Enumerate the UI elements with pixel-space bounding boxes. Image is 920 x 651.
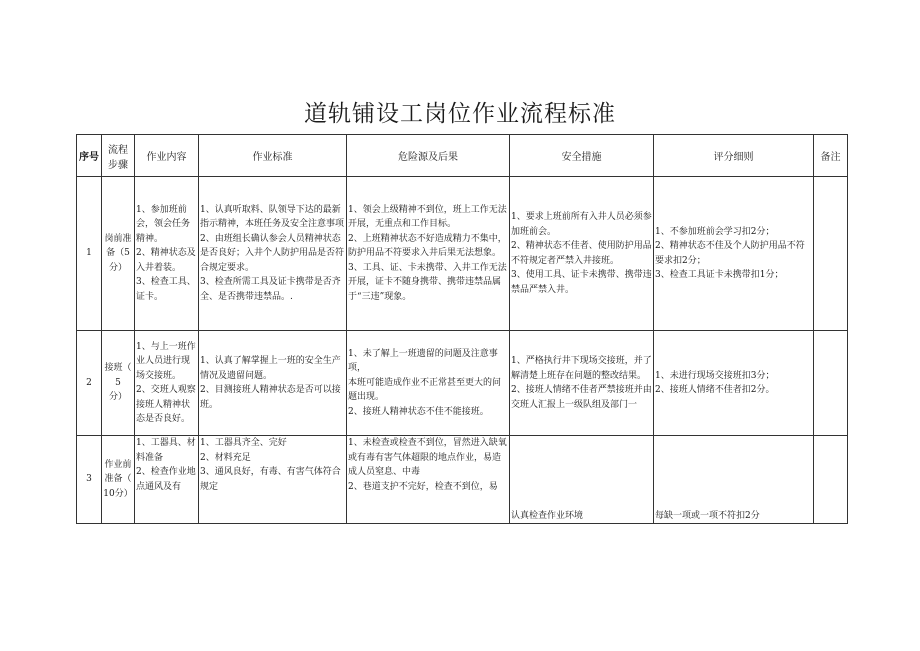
row1-standard: 1、认真听取料、队领导下达的最新 指示精神，本班任务及安全注意事项 2、由班组长确认参会人员精神状态 是否良好；入井个人防护用品是否符 合规定要求。 3、检查所需工具及证卡携带是否齐 全、是否携带违禁品。. [199, 177, 347, 331]
header-row [77, 135, 848, 177]
row3-content: 1、工器具、材 料准备 2、检查作业地 点通风及有 [135, 436, 199, 524]
process-standard-table [76, 134, 848, 524]
row1-remark [814, 177, 848, 331]
row3-safety: 认真检查作业环境 [510, 436, 654, 524]
table-row [77, 436, 848, 524]
row2-remark [814, 331, 848, 436]
row1-content: 1、参加班前 会，领会任务 精神。 2、精神状态及 入井着装。 3、检查工具、 证卡。 [135, 177, 199, 331]
header-remark: 备注 [814, 135, 848, 177]
row3-seq: 3 [77, 436, 102, 524]
row1-seq: 1 [77, 177, 102, 331]
header-seq: 序号 [77, 135, 102, 177]
row2-content: 1、与上一班作 业人员进行现 场交接班。 2、交班人观察 接班人精神状 态是否良好。 [135, 331, 199, 436]
row3-scoring: 每缺一项或一项不符扣2分 [654, 436, 814, 524]
row3-remark [814, 436, 848, 524]
row1-safety: 1、要求上班前所有入井人员必须参 加班前会。 2、精神状态不佳者、使用防护用品 不符规定者严禁入井接班。 3、使用工具、证卡未携带、携带违 禁品严禁入井。 [510, 177, 654, 331]
row3-step: 作业前 准备（ 10分） [102, 436, 135, 524]
row2-step: 接班（ 5 分） [102, 331, 135, 436]
row1-step: 岗前准 备（5 分） [102, 177, 135, 331]
row2-hazard: 1、未了解上一班遗留的问题及注意事项， 本班可能造成作业不正常甚至更大的问 题出现。 2、接班人精神状态不佳不能接班。 [347, 331, 510, 436]
document-title: 道轨铺设工岗位作业流程标准 [304, 101, 616, 127]
table-row [77, 331, 848, 436]
table-row [77, 177, 848, 331]
header-step: 流程 步骤 [102, 135, 135, 177]
header-standard: 作业标准 [199, 135, 347, 177]
row1-scoring: 1、不参加班前会学习扣2分； 2、精神状态不佳及个人防护用品不符 要求扣2分； 3、检查工具证卡未携带扣1分； [654, 177, 814, 331]
row2-seq: 2 [77, 331, 102, 436]
row2-scoring: 1、未进行现场交接班扣3分； 2、接班人情绪不佳者扣2分。 [654, 331, 814, 436]
row2-standard: 1、认真了解掌握上一班的安全生产 情况及遗留问题。 2、目测接班人精神状态是否可以接 班。 [199, 331, 347, 436]
header-safety: 安全措施 [510, 135, 654, 177]
row1-hazard: 1、领会上级精神不到位，班上工作无法 开展，无重点和工作目标。 2、上班精神状态不好造成精力不集中， 防护用品不符要求入井后果无法想象。 3、工具、证、卡未携带、入井工作无法 开展，证卡不随身携带、携带违禁品属 于“三违”现象。 [347, 177, 510, 331]
row3-hazard: 1、未检查或检查不到位，冒然进入缺氧 或有毒有害气体超限的地点作业，易造 成人员窒息、中毒 2、巷道支护不完好，检查不到位，易 [347, 436, 510, 524]
header-hazard: 危险源及后果 [347, 135, 510, 177]
header-content: 作业内容 [135, 135, 199, 177]
row3-standard: 1、工器具齐全、完好 2、材料充足 3、通风良好，有毒、有害气体符合 规定 [199, 436, 347, 524]
header-scoring: 评分细则 [654, 135, 814, 177]
row2-safety: 1、严格执行井下现场交接班，并了 解清楚上班存在问题的整改结果。 2、接班人情绪不佳者严禁接班并由 交班人汇报上一级队组及部门一 [510, 331, 654, 436]
